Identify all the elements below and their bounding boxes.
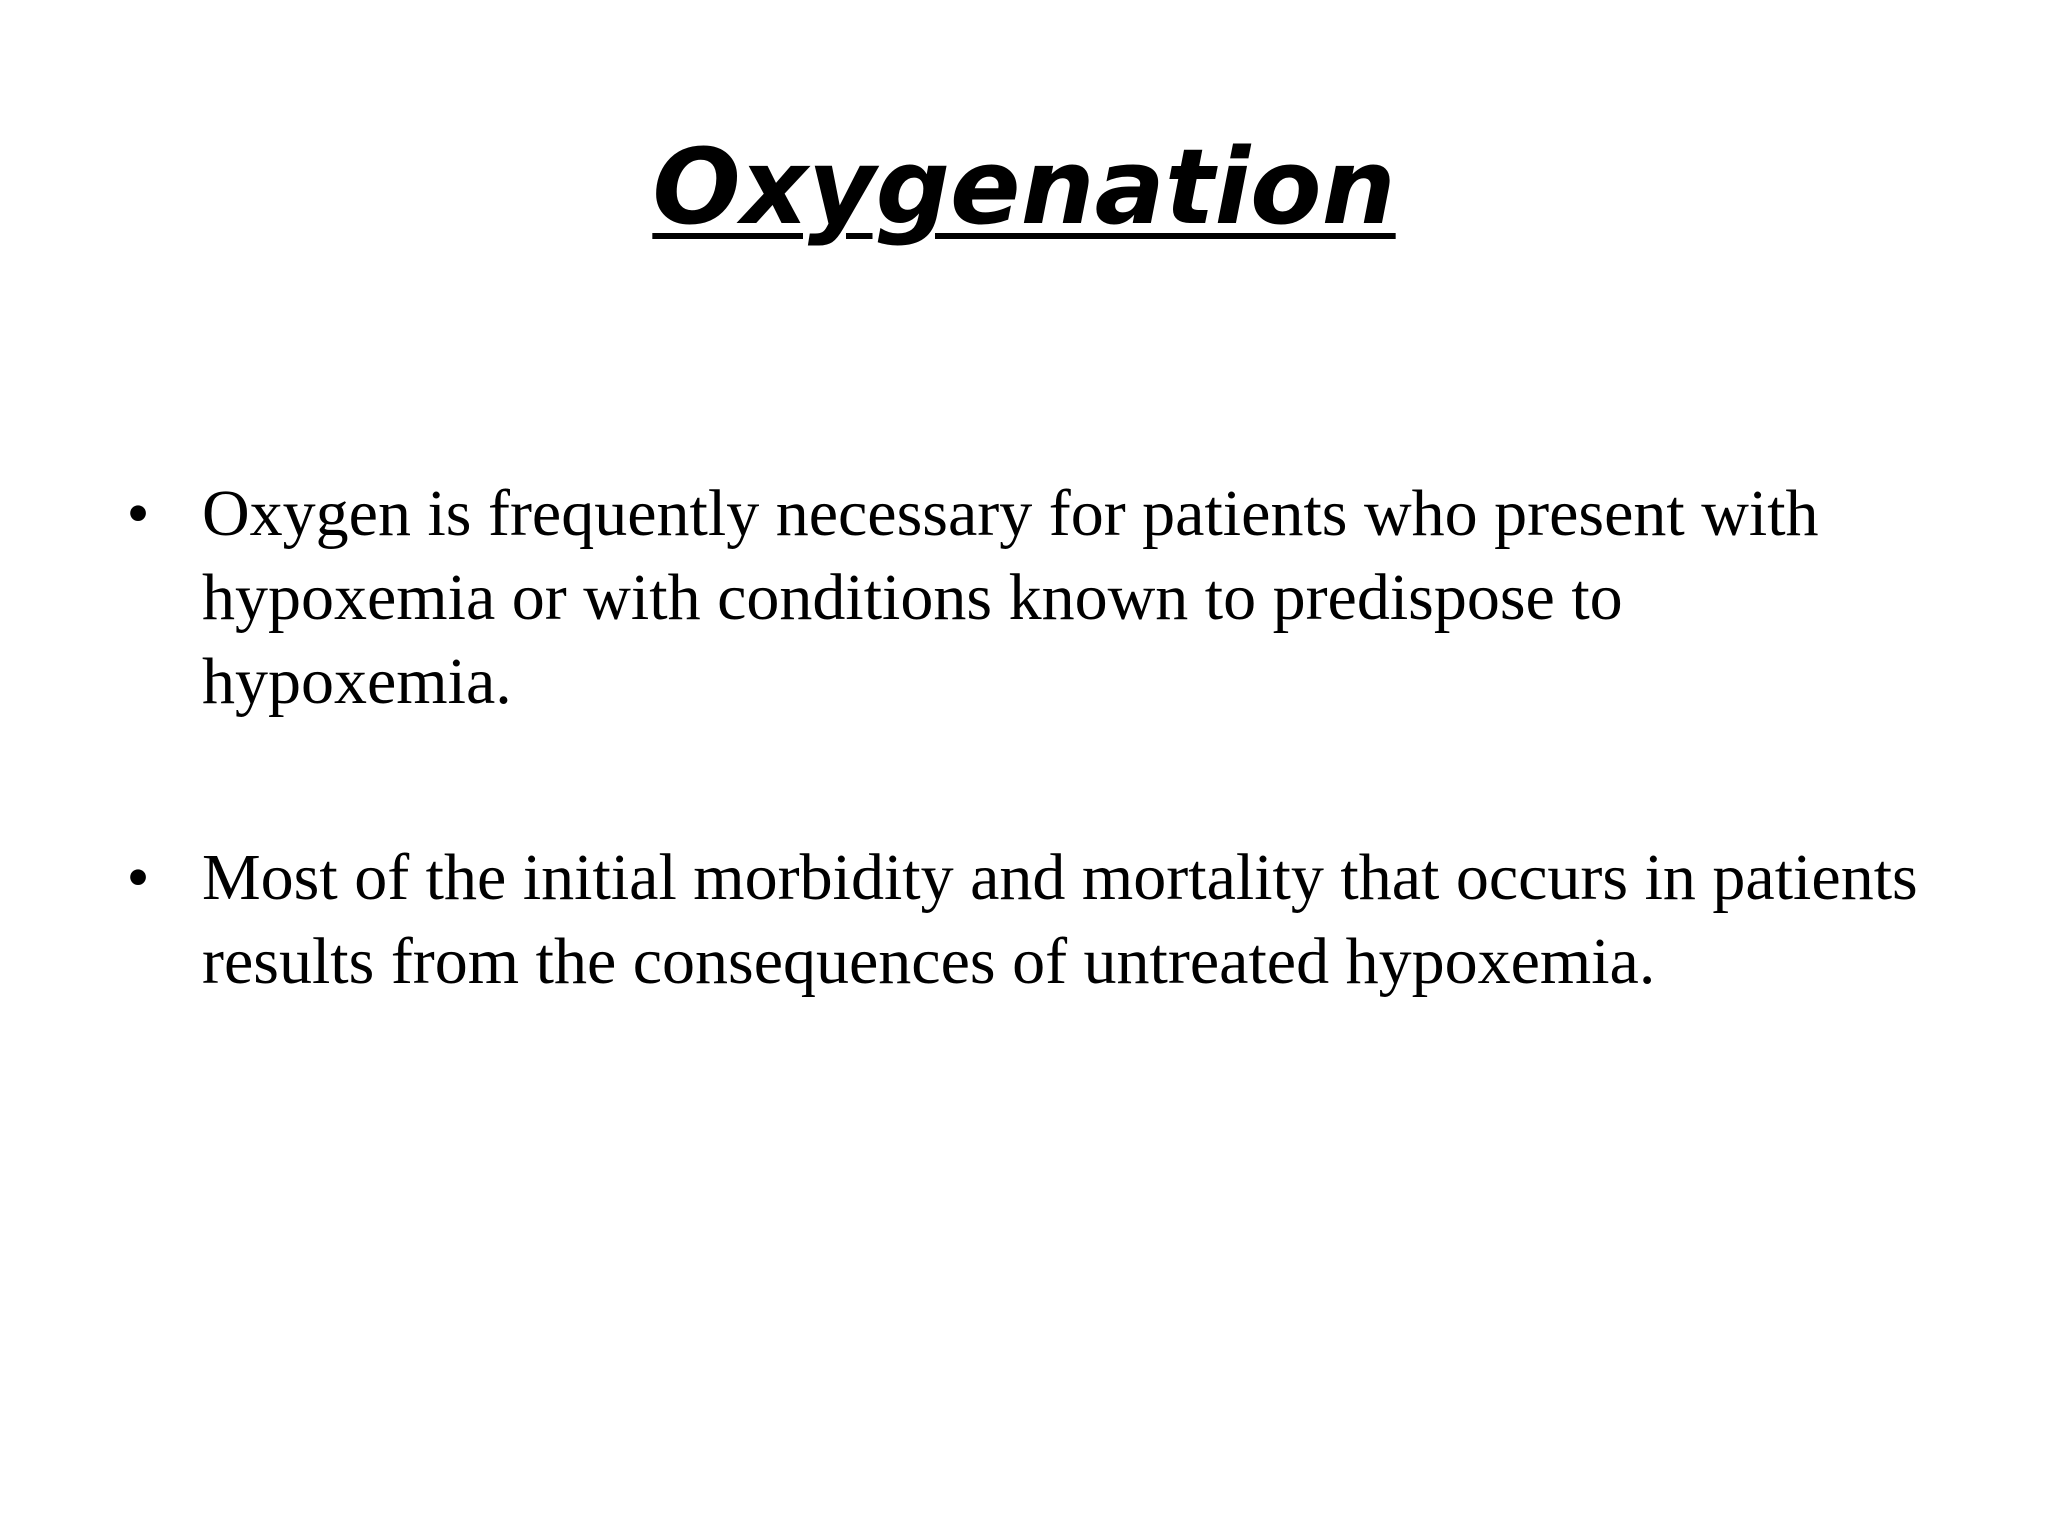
bullet-text: Oxygen is frequently necessary for patients who present with hypoxemia or with conditions known to predispose to hypoxemia. [202, 477, 1819, 718]
bullet-text: Most of the initial morbidity and mortality that occurs in patients results from the consequences of untreated hypoxemia. [202, 841, 1918, 998]
bullet-item [118, 836, 1938, 1004]
bullet-list [118, 472, 1938, 1116]
slide-title-text: Oxygenation [652, 126, 1396, 248]
bullet-marker: • [126, 841, 150, 914]
bullet-item [118, 472, 1938, 724]
bullet-marker: • [126, 477, 150, 550]
slide-title [0, 128, 2048, 248]
